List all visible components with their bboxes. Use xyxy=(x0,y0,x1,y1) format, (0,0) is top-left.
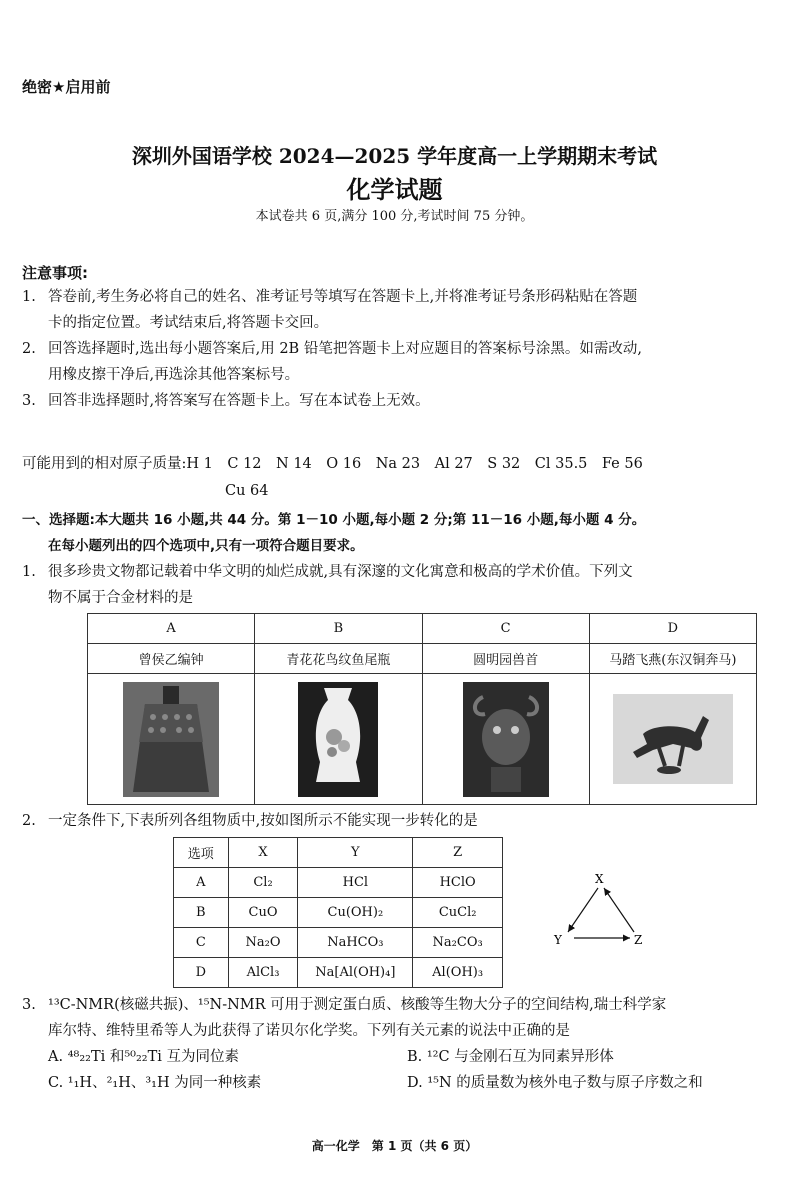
table-row: B CuO Cu(OH)₂ CuCl₂ xyxy=(174,898,503,928)
column-header: Z xyxy=(413,838,503,868)
q1-options-table xyxy=(87,613,757,805)
q3-stem: 3. ¹³C-NMR(核磁共振)、¹⁵N-NMR 可用于测定蛋白质、核酸等生物大分子的空间结构,瑞士科学家 xyxy=(22,997,667,1013)
animal-head-image xyxy=(423,674,589,804)
exam-info: 本试卷共 6 页,满分 100 分,考试时间 75 分钟。 xyxy=(255,209,534,224)
section-heading: 一、选择题:本大题共 16 小题,共 44 分。第 1－10 小题,每小题 2 分;第 11－16 小题,每小题 4 分。 xyxy=(22,512,646,528)
note-item: 3. 回答非选择题时,将答案写在答题卡上。写在本试卷上无效。 xyxy=(22,393,430,409)
table-row: A Cl₂ HCl HClO xyxy=(174,868,503,898)
table-row: C Na₂O NaHCO₃ Na₂CO₃ xyxy=(174,928,503,958)
subject-title: 化学试题 xyxy=(346,175,443,204)
conversion-triangle-diagram xyxy=(548,870,648,950)
q1-stem: 1. 很多珍贵文物都记载着中华文明的灿烂成就,具有深邃的文化寓意和极高的学术价值。下列文 xyxy=(22,564,633,580)
q3-stem-cont: 库尔特、维特里希等人为此获得了诺贝尔化学奖。下列有关元素的说法中正确的是 xyxy=(48,1023,570,1039)
page-footer: 高一化学 第 1 页（共 6 页） xyxy=(311,1139,478,1153)
notes-heading: 注意事项: xyxy=(22,264,88,282)
q2-table xyxy=(173,837,503,988)
vase-image xyxy=(255,674,421,804)
node-x: X xyxy=(595,872,604,886)
q3-option-b: B. ¹²C 与金刚石互为同素异形体 xyxy=(407,1049,614,1065)
note-item: 1. 答卷前,考生务必将自己的姓名、准考证号等填写在答题卡上,并将准考证号条形码粘贴在答题 xyxy=(22,289,638,305)
artifact-name: 曾侯乙编钟 xyxy=(88,644,255,674)
table-row: D AlCl₃ Na[Al(OH)₄] Al(OH)₃ xyxy=(174,958,503,988)
column-header: 选项 xyxy=(174,838,229,868)
artifact-name: 青花花鸟纹鱼尾瓶 xyxy=(255,644,422,674)
section-instructions: 在每小题列出的四个选项中,只有一项符合题目要求。 xyxy=(48,538,364,554)
exam-title: 深圳外国语学校 2024—2025 学年度高一上学期期末考试 xyxy=(131,144,658,168)
column-header: X xyxy=(228,838,298,868)
note-item: 2. 回答选择题时,选出每小题答案后,用 2B 铅笔把答题卡上对应题目的答案标号涂黑。如需改动, xyxy=(22,341,642,357)
bell-image xyxy=(88,674,254,804)
node-y: Y xyxy=(554,933,562,947)
atomic-mass-line: 可能用到的相对原子质量:H 1 C 12 N 14 O 16 Na 23 Al 27 S 32 Cl 35.5 Fe 56 xyxy=(22,456,643,472)
artifact-name: 马踏飞燕(东汉铜奔马) xyxy=(589,644,756,674)
node-z: Z xyxy=(634,933,643,947)
option-letter: D xyxy=(589,614,756,644)
confidential-label: 绝密★启用前 xyxy=(22,78,111,96)
notes-list: 1. 答卷前,考生务必将自己的姓名、准考证号等填写在答题卡上,并将准考证号条形码粘贴在答题 卡的指定位置。考试结束后,将答题卡交回。 2. 回答选择题时,选出每小题答案后,用 2B 铅笔把答题卡上对应题目的答案标号涂黑。如需改动, 用橡皮擦干净后,再选涂其他答案标号。 3. 回答非选择题时,将答案写在答题卡上。写在本试卷上无效。 xyxy=(22,289,642,409)
option-letter: A xyxy=(88,614,255,644)
q3-option-c: C. ¹₁H、²₁H、³₁H 为同一种核素 xyxy=(48,1075,262,1091)
option-letter: C xyxy=(422,614,589,644)
q2-stem: 2. 一定条件下,下表所列各组物质中,按如图所示不能实现一步转化的是 xyxy=(22,813,478,829)
option-letter: B xyxy=(255,614,422,644)
horse-image xyxy=(590,674,756,804)
q1-stem-cont: 物不属于合金材料的是 xyxy=(48,590,193,606)
q3-option-d: D. ¹⁵N 的质量数为核外电子数与原子序数之和 xyxy=(407,1075,703,1091)
artifact-name: 圆明园兽首 xyxy=(422,644,589,674)
column-header: Y xyxy=(298,838,413,868)
atomic-mass-line2: Cu 64 xyxy=(225,483,269,499)
q3-option-a: A. ⁴⁸₂₂Ti 和⁵⁰₂₂Ti 互为同位素 xyxy=(48,1049,240,1065)
